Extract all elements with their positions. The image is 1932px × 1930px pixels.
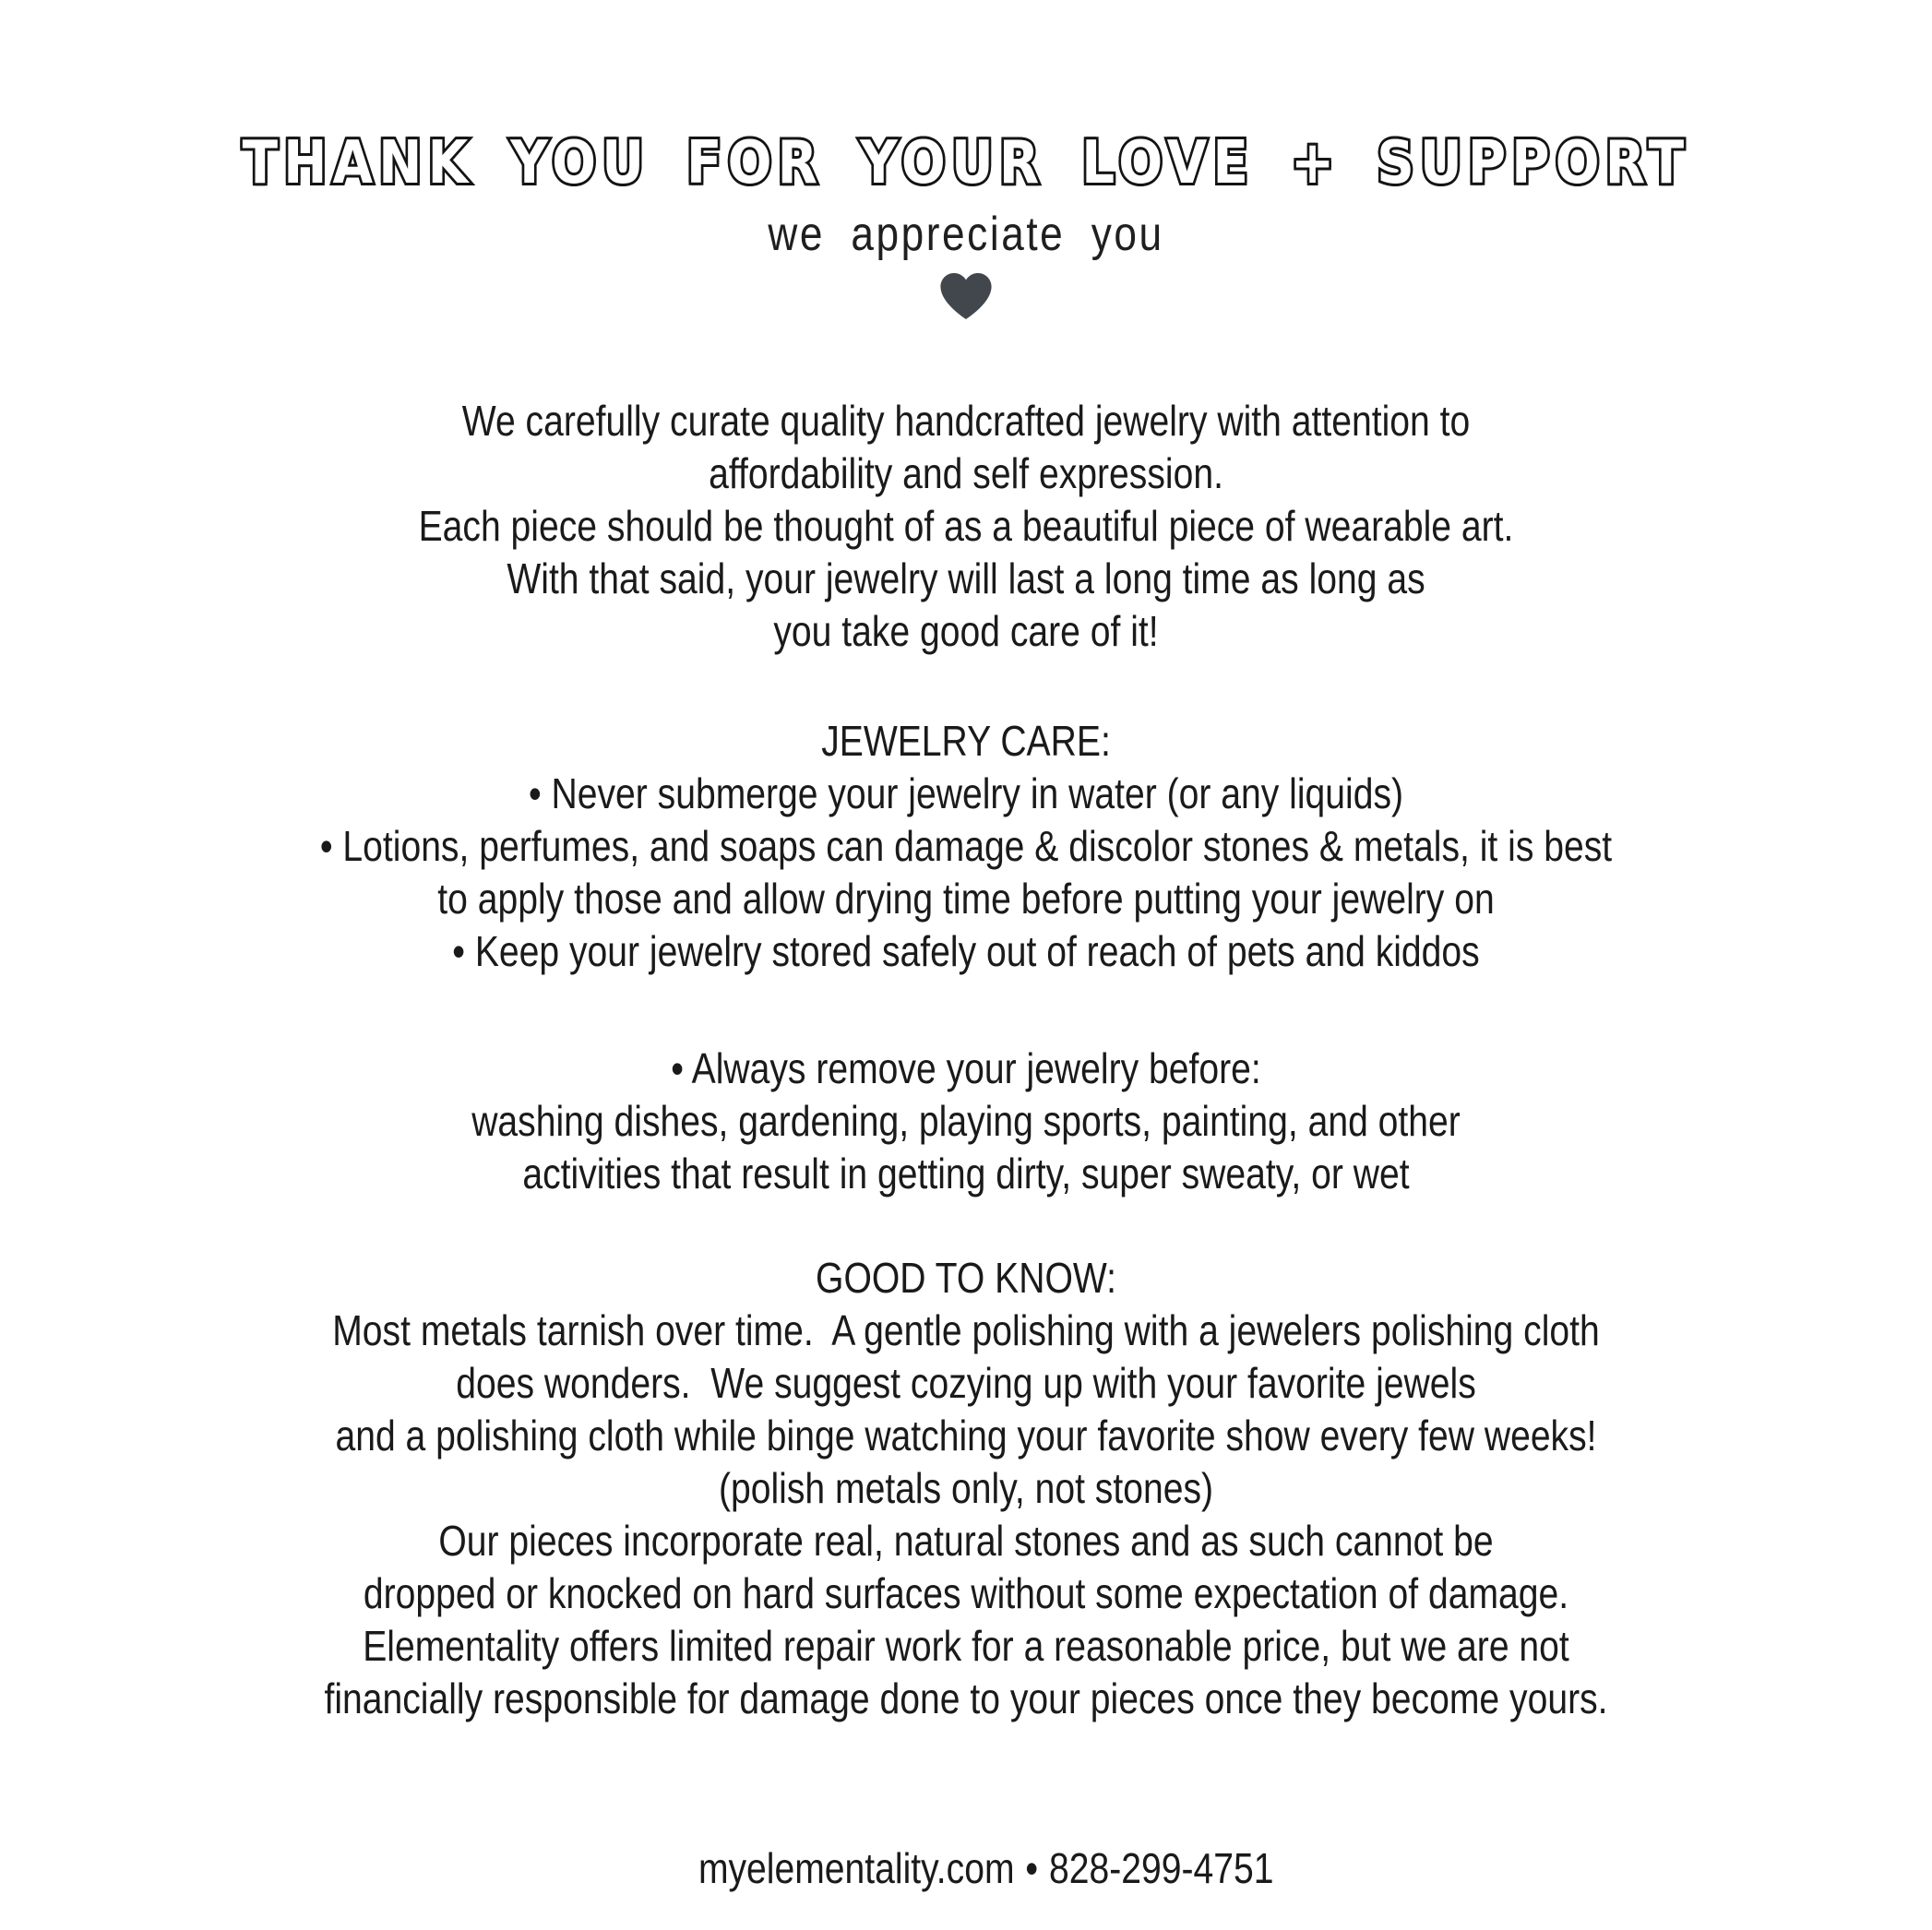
footer-separator: • [1025, 1844, 1039, 1892]
intro-paragraph [145, 395, 1787, 658]
text-line: • Never submerge your jewelry in water (or any liquids) [528, 769, 1404, 817]
text-line: affordability and self expression. [709, 449, 1223, 497]
heart-icon-wrap [0, 273, 1932, 321]
jewelry-care-section [145, 715, 1787, 978]
section-heading-good-to-know: GOOD TO KNOW: [816, 1254, 1116, 1302]
page-title: THANK YOU FOR YOUR LOVE + SUPPORT [242, 129, 1690, 197]
text-line: washing dishes, gardening, playing sports, painting, and other [471, 1097, 1461, 1145]
text-line: and a polishing cloth while binge watching your favorite show every few weeks! [335, 1412, 1597, 1459]
footer-contact [145, 1790, 1787, 1930]
text-line: Our pieces incorporate real, natural stones and as such cannot be [438, 1517, 1494, 1565]
text-line: Each piece should be thought of as a beautiful piece of wearable art. [418, 502, 1514, 550]
text-line: We carefully curate quality handcrafted jewelry with attention to [461, 397, 1471, 445]
text-line: Most metals tarnish over time. A gentle polishing with a jewelers polishing cloth [332, 1306, 1600, 1354]
remove-before-section [145, 1042, 1787, 1200]
text-line: • Lotions, perfumes, and soaps can damage & discolor stones & metals, it is best [319, 822, 1613, 870]
good-to-know-section [145, 1252, 1787, 1725]
text-line: • Always remove your jewelry before: [671, 1044, 1261, 1092]
heart-icon [940, 273, 992, 319]
phone-text: 828-299-4751 [1049, 1844, 1274, 1892]
text-line: • Keep your jewelry stored safely out of reach of pets and kiddos [452, 927, 1480, 975]
section-heading-jewelry-care: JEWELRY CARE: [821, 717, 1111, 765]
text-line: Elementality offers limited repair work for a reasonable price, but we are not [363, 1622, 1569, 1670]
text-line: dropped or knocked on hard surfaces without some expectation of damage. [363, 1569, 1569, 1617]
text-line: activities that result in getting dirty, super sweaty, or wet [522, 1150, 1410, 1197]
text-line: to apply those and allow drying time before putting your jewelry on [437, 875, 1495, 923]
website-text: myelementality.com [698, 1844, 1015, 1892]
text-line: With that said, your jewelry will last a long time as long as [507, 554, 1425, 602]
text-line: financially responsible for damage done to your pieces once they become yours. [324, 1674, 1608, 1722]
text-line: (polish metals only, not stones) [718, 1464, 1214, 1512]
text-line: does wonders. We suggest cozying up with your favorite jewels [456, 1359, 1476, 1407]
subtitle: we appreciate you [768, 208, 1164, 261]
text-line: you take good care of it! [773, 607, 1159, 655]
